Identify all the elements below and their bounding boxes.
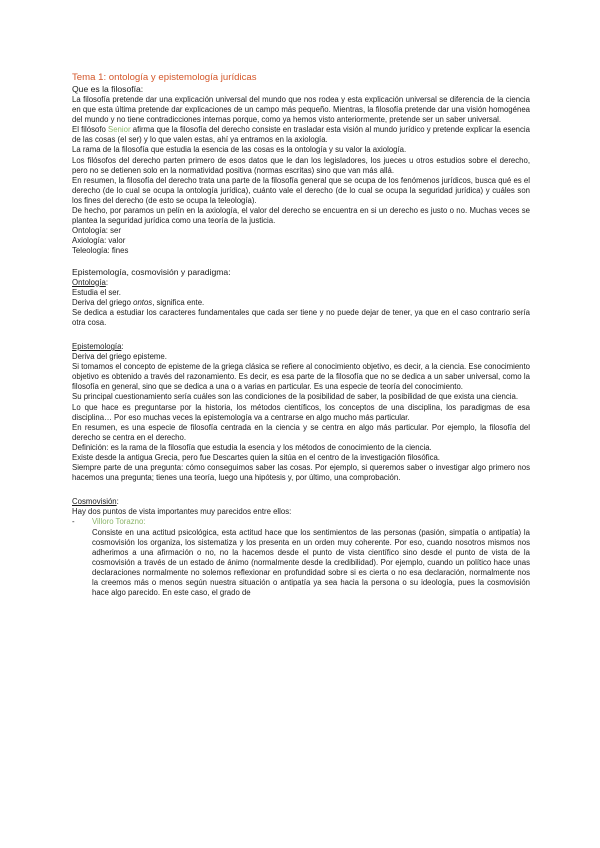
highlighted-name: Villoro Torazno:	[92, 517, 146, 527]
document-page	[72, 72, 530, 598]
highlighted-name: Senior	[108, 125, 131, 135]
subsection-heading	[72, 342, 530, 352]
paragraph: Siempre parte de una pregunta: cómo conseguimos saber las cosas. Por ejemplo, si queremos saber o investigar algo primero nos hacemos una pregunta; tienes una teoría, luego una hipótesis y, por último, una comprobación.	[72, 463, 530, 483]
paragraph: Su principal cuestionamiento sería cuáles son las condiciones de la posibilidad de saber, la posibilidad de que exista una ciencia.	[72, 392, 519, 402]
paragraph	[72, 125, 530, 145]
paragraph: Estudia el ser.	[72, 287, 121, 297]
italic-term: ontos	[133, 297, 153, 307]
colon: :	[121, 341, 124, 351]
definition-line: Teleología: fines	[72, 246, 129, 256]
subheading-text: Ontología	[72, 277, 106, 287]
text-span: afirma que la filosofía del derecho consiste en trasladar esta visión al mundo jurídico y pretende explicar la esencia de las cosas (el ser) y lo que valen estas, ahí ya entramos en la axiología.	[72, 125, 530, 145]
document-title: Tema 1: ontología y epistemología jurídicas	[72, 72, 257, 83]
paragraph: Se dedica a estudiar los caracteres fundamentales que cada ser tiene y no puede dejar de tener, ya que en el caso contrario sería otra cosa.	[72, 307, 530, 327]
text-span: , significa ente.	[152, 297, 205, 307]
paragraph: La filosofía pretende dar una explicación universal del mundo que nos rodea y esta explicación universal se diferencia de la ciencia en que esta última pretende dar explicaciones de un campo más pequeño. Mientras, la filosofía pretende dar una visión homogénea del mundo y no tiene contradicciones internas porque, como ya hemos visto anteriormente, pretende ser un saber universal.	[72, 95, 530, 125]
paragraph: Si tomamos el concepto de episteme de la griega clásica se refiere al conocimiento objetivo, es decir, a la ciencia. Ese conocimiento objetivo es obtenido a través del razonamiento. Es decir, es esa parte de la filosofía que no se dedica a un saber universal, como la filosofía en general, sino que se dedica a una o a varias en particular. Es una especie de teoría del conocimiento.	[72, 362, 530, 392]
subsection-heading	[72, 497, 530, 507]
definition-line: Axiología: valor	[72, 236, 126, 246]
subsection-heading	[72, 278, 530, 288]
paragraph: Consiste en una actitud psicológica, esta actitud hace que los sentimientos de las personas (pasión, simpatía o antipatía) la cosmovisión los organiza, los sistematiza y los presenta en un orden muy coherente. Por eso, cuando nosotros mismos nos adherimos a una afirmación o no, no la hacemos desde el punto de vista científico sino desde el punto de vista de la cosmovisión a través de un estado de ánimo (normalmente desde la credibilidad). Por ejemplo, cuando un político hace unas declaraciones normalmente no solemos reflexionar en profundidad sobre si es cierta o no esa declaración, normalmente nos la creemos más o menos según nuestra situación o antipatía ya sea hacia la persona o su ideología, pues la cosmovisión hace algo parecido. En este caso, el grado de	[92, 527, 530, 598]
paragraph: En resumen, la filosofía del derecho trata una parte de la filosofía general que se ocupa de los fenómenos jurídicos, busca qué es el derecho (de lo cual se ocupa la ontología jurídica), cuánto vale el derecho (de lo cual se ocupa la seguridad jurídica) y cuáles son los fines del derecho (de esto se ocupa la teleología).	[72, 175, 530, 205]
paragraph: Existe desde la antigua Grecia, pero fue Descartes quien la sitúa en el centro de la investigación filosófica.	[72, 453, 440, 462]
paragraph: De hecho, por paramos un pelín en la axiología, el valor del derecho se encuentra en si un derecho es justo o no. Muchas veces se plantea la seguridad jurídica como una teoría de la justicia.	[72, 206, 530, 226]
paragraph: En resumen, es una especie de filosofía centrada en la ciencia y se centra en algo más particular. Por ejemplo, la filosofía del derecho se centra en el derecho.	[72, 422, 530, 442]
colon: :	[116, 497, 119, 507]
text-span: El filósofo	[72, 125, 108, 135]
paragraph: La rama de la filosofía que estudia la esencia de las cosas es la ontología y su valor la axiología.	[72, 145, 407, 155]
list-item	[72, 517, 530, 527]
paragraph: Hay dos puntos de vista importantes muy parecidos entre ellos:	[72, 507, 292, 517]
text-span: Deriva del griego	[72, 297, 134, 307]
bullet-dash: -	[72, 517, 75, 527]
paragraph	[72, 298, 530, 308]
paragraph: Deriva del griego episteme.	[72, 352, 167, 362]
section-heading: Epistemología, cosmovisión y paradigma:	[72, 266, 231, 277]
subheading-text: Epistemología	[72, 341, 122, 351]
paragraph: Lo que hace es preguntarse por la historia, los métodos científicos, los conceptos de una disciplina, los paradigmas de esa disciplina… Por eso muchas veces la epistemología va a centrarse en algo mucho más particular.	[72, 402, 530, 422]
colon: :	[105, 277, 108, 287]
paragraph: Definición: es la rama de la filosofía que estudia la esencia y los métodos de conocimiento de la ciencia.	[72, 442, 432, 452]
paragraph: Los filósofos del derecho parten primero de esos datos que le dan los legisladores, los jueces u otros estudios sobre el derecho, pero no se detienen solo en la normatividad positiva (normas escritas) sino que van más allá.	[72, 155, 530, 175]
subheading-text: Cosmovisión	[72, 497, 117, 507]
section-question: Que es la filosofía:	[72, 84, 144, 94]
definition-line: Ontología: ser	[72, 226, 121, 236]
